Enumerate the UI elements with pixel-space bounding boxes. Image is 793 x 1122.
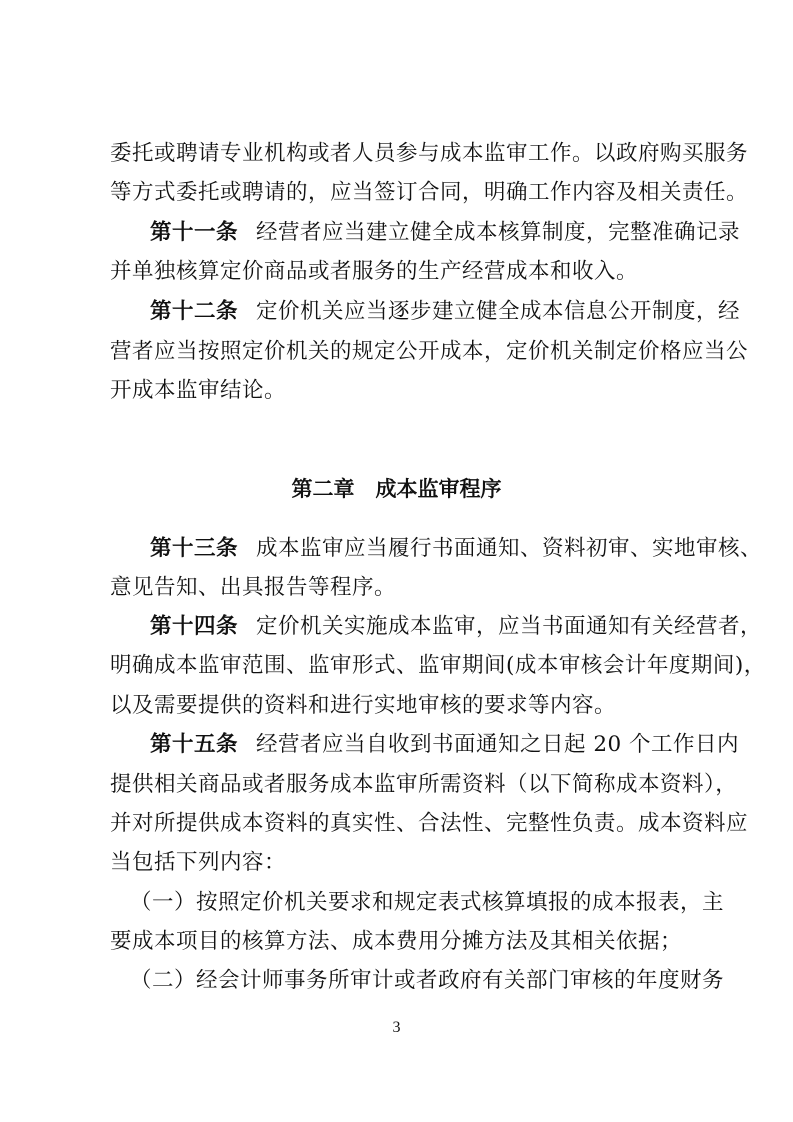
article-heading: 第十二条 — [150, 299, 239, 324]
body-text-line: 以及需要提供的资料和进行实地审核的要求等内容。 — [110, 693, 617, 718]
body-text-line: 营者应当按照定价机关的规定公开成本，定价机关制定价格应当公 — [110, 339, 749, 364]
article-text: 经营者应当自收到书面通知之日起 20 个工作日内 — [256, 732, 740, 757]
chapter-title: 第二章 成本监审程序 — [291, 477, 502, 501]
article-12 — [150, 297, 741, 327]
article-text: 成本监审应当履行书面通知、资料初审、实地审核、 — [256, 536, 763, 561]
body-text-line: 提供相关商品或者服务成本监审所需资料（以下简称成本资料）， — [110, 772, 738, 797]
article-heading: 第十四条 — [150, 614, 239, 639]
article-heading: 第十一条 — [150, 220, 239, 245]
body-text-line: 等方式委托或聘请的，应当签订合同，明确工作内容及相关责任。 — [110, 180, 749, 205]
body-text-line: 意见告知、出具报告等程序。 — [110, 575, 397, 600]
body-text-line: 开成本监审结论。 — [110, 378, 287, 403]
article-13 — [150, 534, 763, 564]
body-text-line: 当包括下列内容： — [110, 850, 287, 875]
article-14 — [150, 612, 763, 642]
article-text: 定价机关实施成本监审，应当书面通知有关经营者， — [256, 614, 763, 639]
body-text-line: 并对所提供成本资料的真实性、合法性、完整性负责。成本资料应 — [110, 811, 749, 836]
body-text-line: 明确成本监审范围、监审形式、监审期间(成本审核会计年度期间)， — [110, 653, 766, 678]
list-item-2: （二）经会计师事务所审计或者政府有关部门审核的年度财务 — [130, 968, 725, 993]
page-number: 3 — [392, 1019, 401, 1036]
article-heading: 第十三条 — [150, 536, 239, 561]
body-text-line: 并单独核算定价商品或者服务的生产经营成本和收入。 — [110, 259, 639, 284]
body-text-line: 委托或聘请专业机构或者人员参与成本监审工作。以政府购买服务 — [110, 141, 749, 166]
article-heading: 第十五条 — [150, 732, 239, 757]
list-item-1: （一）按照定价机关要求和规定表式核算填报的成本报表，主 — [130, 890, 725, 915]
article-15 — [150, 730, 740, 760]
article-11 — [150, 218, 741, 248]
article-text: 经营者应当建立健全成本核算制度，完整准确记录 — [256, 220, 741, 245]
article-text: 定价机关应当逐步建立健全成本信息公开制度，经 — [256, 299, 741, 324]
body-text-line: 要成本项目的核算方法、成本费用分摊方法及其相关依据； — [110, 929, 683, 954]
